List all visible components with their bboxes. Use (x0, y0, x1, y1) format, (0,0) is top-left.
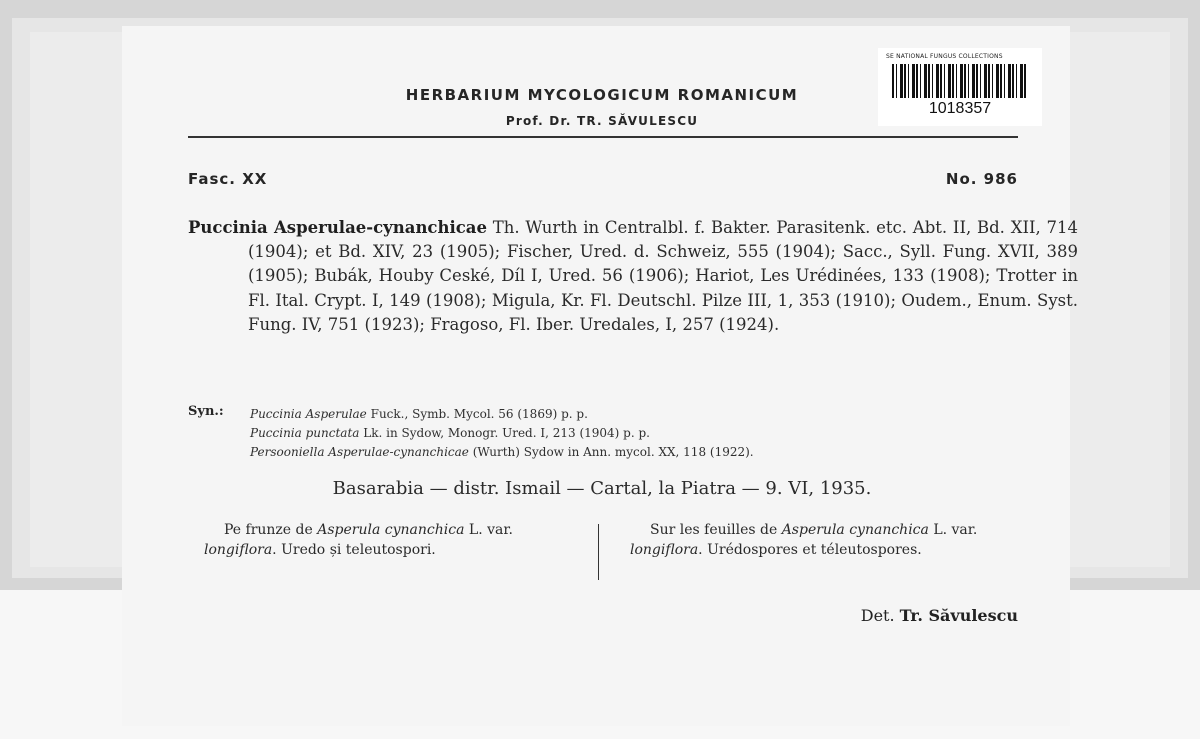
host-prefix: Sur les feuilles de (650, 522, 778, 538)
synonym-line (250, 407, 588, 421)
host-divider (598, 524, 599, 580)
professor-line: Prof. Dr. TR. SĂVULESCU (505, 114, 699, 128)
host-variety: longiflora (630, 542, 699, 558)
specimen-number: No. 986 (945, 170, 1018, 188)
host-mid: L. var. (933, 522, 978, 538)
synonyms-label: Syn.: (188, 404, 224, 419)
synonym-ref: (Wurth) Sydow in Ann. mycol. XX, 118 (1922). (472, 445, 754, 459)
header-rule (188, 136, 1018, 138)
synonym-name: Puccinia Asperulae (250, 407, 367, 421)
host-suffix: . Urédospores et téleutospores. (698, 542, 922, 558)
host-prefix: Pe frunze de (224, 522, 313, 538)
host-name: Asperula cynanchica (781, 522, 929, 538)
host-suffix: . Uredo și teleutospori. (272, 542, 436, 558)
determination (861, 606, 1018, 625)
barcode-caption: SE NATIONAL FUNGUS COLLECTIONS (886, 53, 1003, 60)
synonym-line (250, 426, 650, 440)
citation-text: Th. Wurth in Centralbl. f. Bakter. Parasitenk. etc. Abt. II, Bd. XII, 714 (1904); et Bd. XIV, 23 (1905); Fischer, Ured. d. Schweiz, 555 (1904); Sacc., Syll. Fung. XVII, 389 (1905); Bubák, Houby Ceské, Díl I, Ured. 56 (1906); Hariot, Les Urédinées, 133 (1908); Trotter in Fl. Ital. Crypt. I, 149 (1908); Migula, Kr. Fl. Deutschl. Pilze III, 1, 353 (1910); Oudem., Enum. Syst. Fung. IV, 751 (1923); Fragoso, Fl. Iber. Uredales, I, 257 (1924). (248, 218, 1078, 334)
species-citation (188, 216, 1078, 337)
species-name: Puccinia Asperulae-cynanchicae (188, 218, 487, 237)
barcode-number: 1018357 (928, 100, 992, 117)
host-mid: L. var. (468, 522, 513, 538)
host-variety: longiflora (204, 542, 273, 558)
synonym-ref: Fuck., Symb. Mycol. 56 (1869) p. p. (370, 407, 588, 421)
collection-locality: Basarabia — distr. Ismail — Cartal, la Piatra — 9. VI, 1935. (332, 478, 872, 499)
host-description-romanian (184, 520, 584, 560)
synonym-ref: Lk. in Sydow, Monogr. Ured. I, 213 (1904) p. p. (363, 426, 650, 440)
host-name: Asperula cynanchica (317, 522, 465, 538)
host-description-french (630, 520, 1020, 560)
fascicle-number: Fasc. XX (188, 170, 268, 188)
determiner-name: Tr. Săvulescu (899, 606, 1018, 625)
determination-prefix: Det. (860, 606, 895, 625)
herbarium-label (122, 26, 1078, 726)
synonym-line (250, 445, 754, 459)
synonym-name: Puccinia punctata (250, 426, 360, 440)
synonym-name: Persooniella Asperulae-cynanchicae (250, 445, 469, 459)
institution-title: HERBARIUM MYCOLOGICUM ROMANICUM (405, 86, 799, 104)
